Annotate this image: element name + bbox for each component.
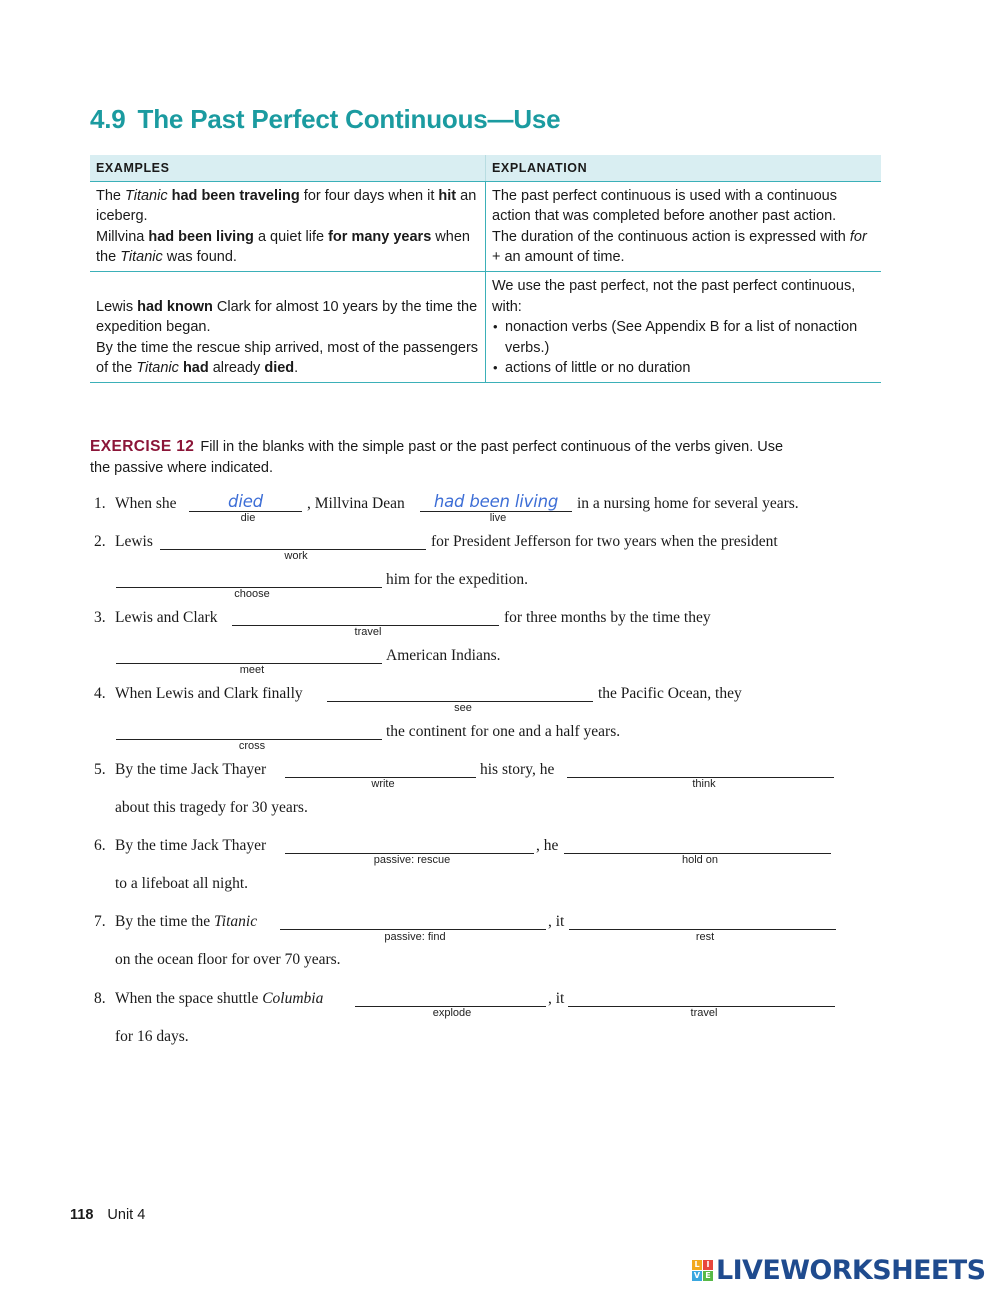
verb-hint: work	[284, 550, 308, 562]
verb-hint: write	[371, 778, 395, 790]
verb-hint: travel	[354, 626, 382, 638]
logo-text: LIVEWORKSHEETS	[716, 1254, 986, 1286]
item-text: on the ocean floor for over 70 years.	[115, 951, 341, 968]
item-text: in a nursing home for several years.	[577, 495, 799, 512]
item-number: 4.	[94, 685, 106, 702]
item-text: , it	[548, 990, 565, 1007]
chart-row	[90, 271, 881, 382]
header-examples: EXAMPLES	[90, 155, 486, 181]
answer-blank[interactable]	[567, 757, 834, 778]
item-text: Lewis and Clark	[115, 609, 218, 626]
item-text: the Pacific Ocean, they	[598, 685, 742, 702]
explanation-bullets	[492, 317, 875, 379]
example-sentence: Millvina had been living a quiet life for many years when the Titanic was found.	[96, 228, 470, 266]
item-text: , Millvina Dean	[307, 495, 405, 512]
chart-header-row	[90, 155, 881, 181]
item-text: By the time the Titanic	[115, 913, 258, 930]
answer-blank[interactable]	[564, 833, 831, 854]
exercise-instructions: Fill in the blanks with the simple past or the past perfect continuous of the verbs given. Use the passive where indicated.	[90, 439, 784, 476]
answer-blank[interactable]	[116, 567, 382, 588]
item-text: , it	[548, 913, 565, 930]
logo-block: L	[692, 1260, 702, 1270]
bullet-item: • actions of little or no duration	[492, 358, 875, 379]
item-text: him for the expedition.	[386, 571, 529, 588]
item-text: the continent for one and a half years.	[386, 723, 621, 740]
item-text: By the time Jack Thayer	[115, 837, 267, 854]
item-number: 7.	[94, 913, 106, 930]
header-explanation: EXPLANATION	[486, 155, 882, 181]
verb-hint: live	[489, 512, 507, 524]
verb-hint: explode	[432, 1007, 472, 1019]
item-text: for President Jefferson for two years when the president	[431, 533, 778, 550]
logo-block: E	[703, 1271, 713, 1281]
item-text: to a lifeboat all night.	[115, 875, 249, 892]
verb-hint: cross	[238, 740, 266, 752]
verb-hint: meet	[239, 664, 265, 676]
example-sentence: The Titanic had been traveling for four days when it hit an iceberg.	[96, 187, 477, 225]
chart-row	[90, 181, 881, 271]
examples-cell	[90, 181, 486, 271]
verb-hint: passive: find	[384, 931, 446, 943]
verb-hint: think	[692, 778, 716, 790]
item-number: 8.	[94, 990, 106, 1007]
verb-hint: passive: rescue	[373, 854, 451, 866]
examples-cell	[90, 271, 486, 382]
page-number: 118	[70, 1207, 94, 1223]
item-text: , he	[536, 837, 559, 854]
section-title	[90, 104, 560, 135]
verb-hint: rest	[695, 931, 715, 943]
answer-blank[interactable]	[568, 986, 835, 1007]
logo-blocks-icon	[692, 1260, 713, 1281]
exercise-label: EXERCISE 12	[90, 438, 195, 455]
answer-blank[interactable]	[116, 719, 382, 740]
answer-blank[interactable]	[355, 986, 546, 1007]
item-text: for 16 days.	[115, 1028, 189, 1045]
unit-label: Unit 4	[107, 1207, 146, 1223]
explanation-text: The past perfect continuous is used with a continuous action that was completed before another past action.	[492, 187, 837, 225]
item-text: When she	[115, 495, 177, 512]
answer-blank[interactable]	[420, 491, 572, 512]
answer-blank[interactable]	[327, 681, 593, 702]
item-number: 6.	[94, 837, 106, 854]
section-number: 4.9	[90, 104, 126, 134]
explanation-cell	[486, 271, 882, 382]
item-text: By the time Jack Thayer	[115, 761, 267, 778]
filled-answer: had been living	[433, 492, 559, 511]
item-text: American Indians.	[386, 647, 501, 664]
answer-blank[interactable]	[569, 909, 836, 930]
example-sentence: Lewis had known Clark for almost 10 years by the time the expedition began.	[96, 298, 478, 336]
verb-hint: die	[240, 512, 256, 524]
answer-blank[interactable]	[285, 757, 476, 778]
filled-answer: died	[228, 492, 263, 511]
exercise-header	[90, 437, 790, 478]
answer-blank[interactable]	[232, 605, 499, 626]
answer-blank[interactable]	[116, 643, 382, 664]
item-text: his story, he	[480, 761, 555, 778]
item-number: 2.	[94, 533, 106, 550]
answer-blank[interactable]	[285, 833, 534, 854]
item-number: 3.	[94, 609, 106, 626]
liveworksheets-logo	[692, 1255, 985, 1285]
verb-hint: see	[454, 702, 472, 714]
item-text: about this tragedy for 30 years.	[115, 799, 308, 816]
section-title-text: The Past Perfect Continuous—Use	[137, 104, 561, 134]
answer-blank[interactable]	[160, 529, 426, 550]
explanation-text: We use the past perfect, not the past perfect continuous, with:	[492, 277, 856, 315]
item-text: Lewis	[115, 533, 153, 550]
grammar-chart	[90, 155, 881, 383]
page-footer	[70, 1207, 145, 1223]
item-text: for three months by the time they	[504, 609, 711, 626]
logo-block: V	[693, 1270, 701, 1280]
explanation-text: The duration of the continuous action is expressed with for + an amount of time.	[492, 228, 867, 266]
answer-blank[interactable]	[280, 909, 546, 930]
bullet-item: • nonaction verbs (See Appendix B for a list of nonaction verbs.)	[492, 317, 875, 358]
item-number: 5.	[94, 761, 106, 778]
item-text: When the space shuttle Columbia	[115, 990, 324, 1007]
logo-block: I	[703, 1260, 713, 1270]
verb-hint: travel	[690, 1007, 718, 1019]
answer-blank[interactable]	[189, 491, 302, 512]
verb-hint: hold on	[681, 854, 719, 866]
item-text: When Lewis and Clark finally	[115, 685, 303, 702]
explanation-cell	[486, 181, 882, 271]
item-number: 1.	[94, 495, 106, 512]
verb-hint: choose	[234, 588, 270, 600]
example-sentence: By the time the rescue ship arrived, most of the passengers of the Titanic had already died.	[96, 339, 479, 377]
